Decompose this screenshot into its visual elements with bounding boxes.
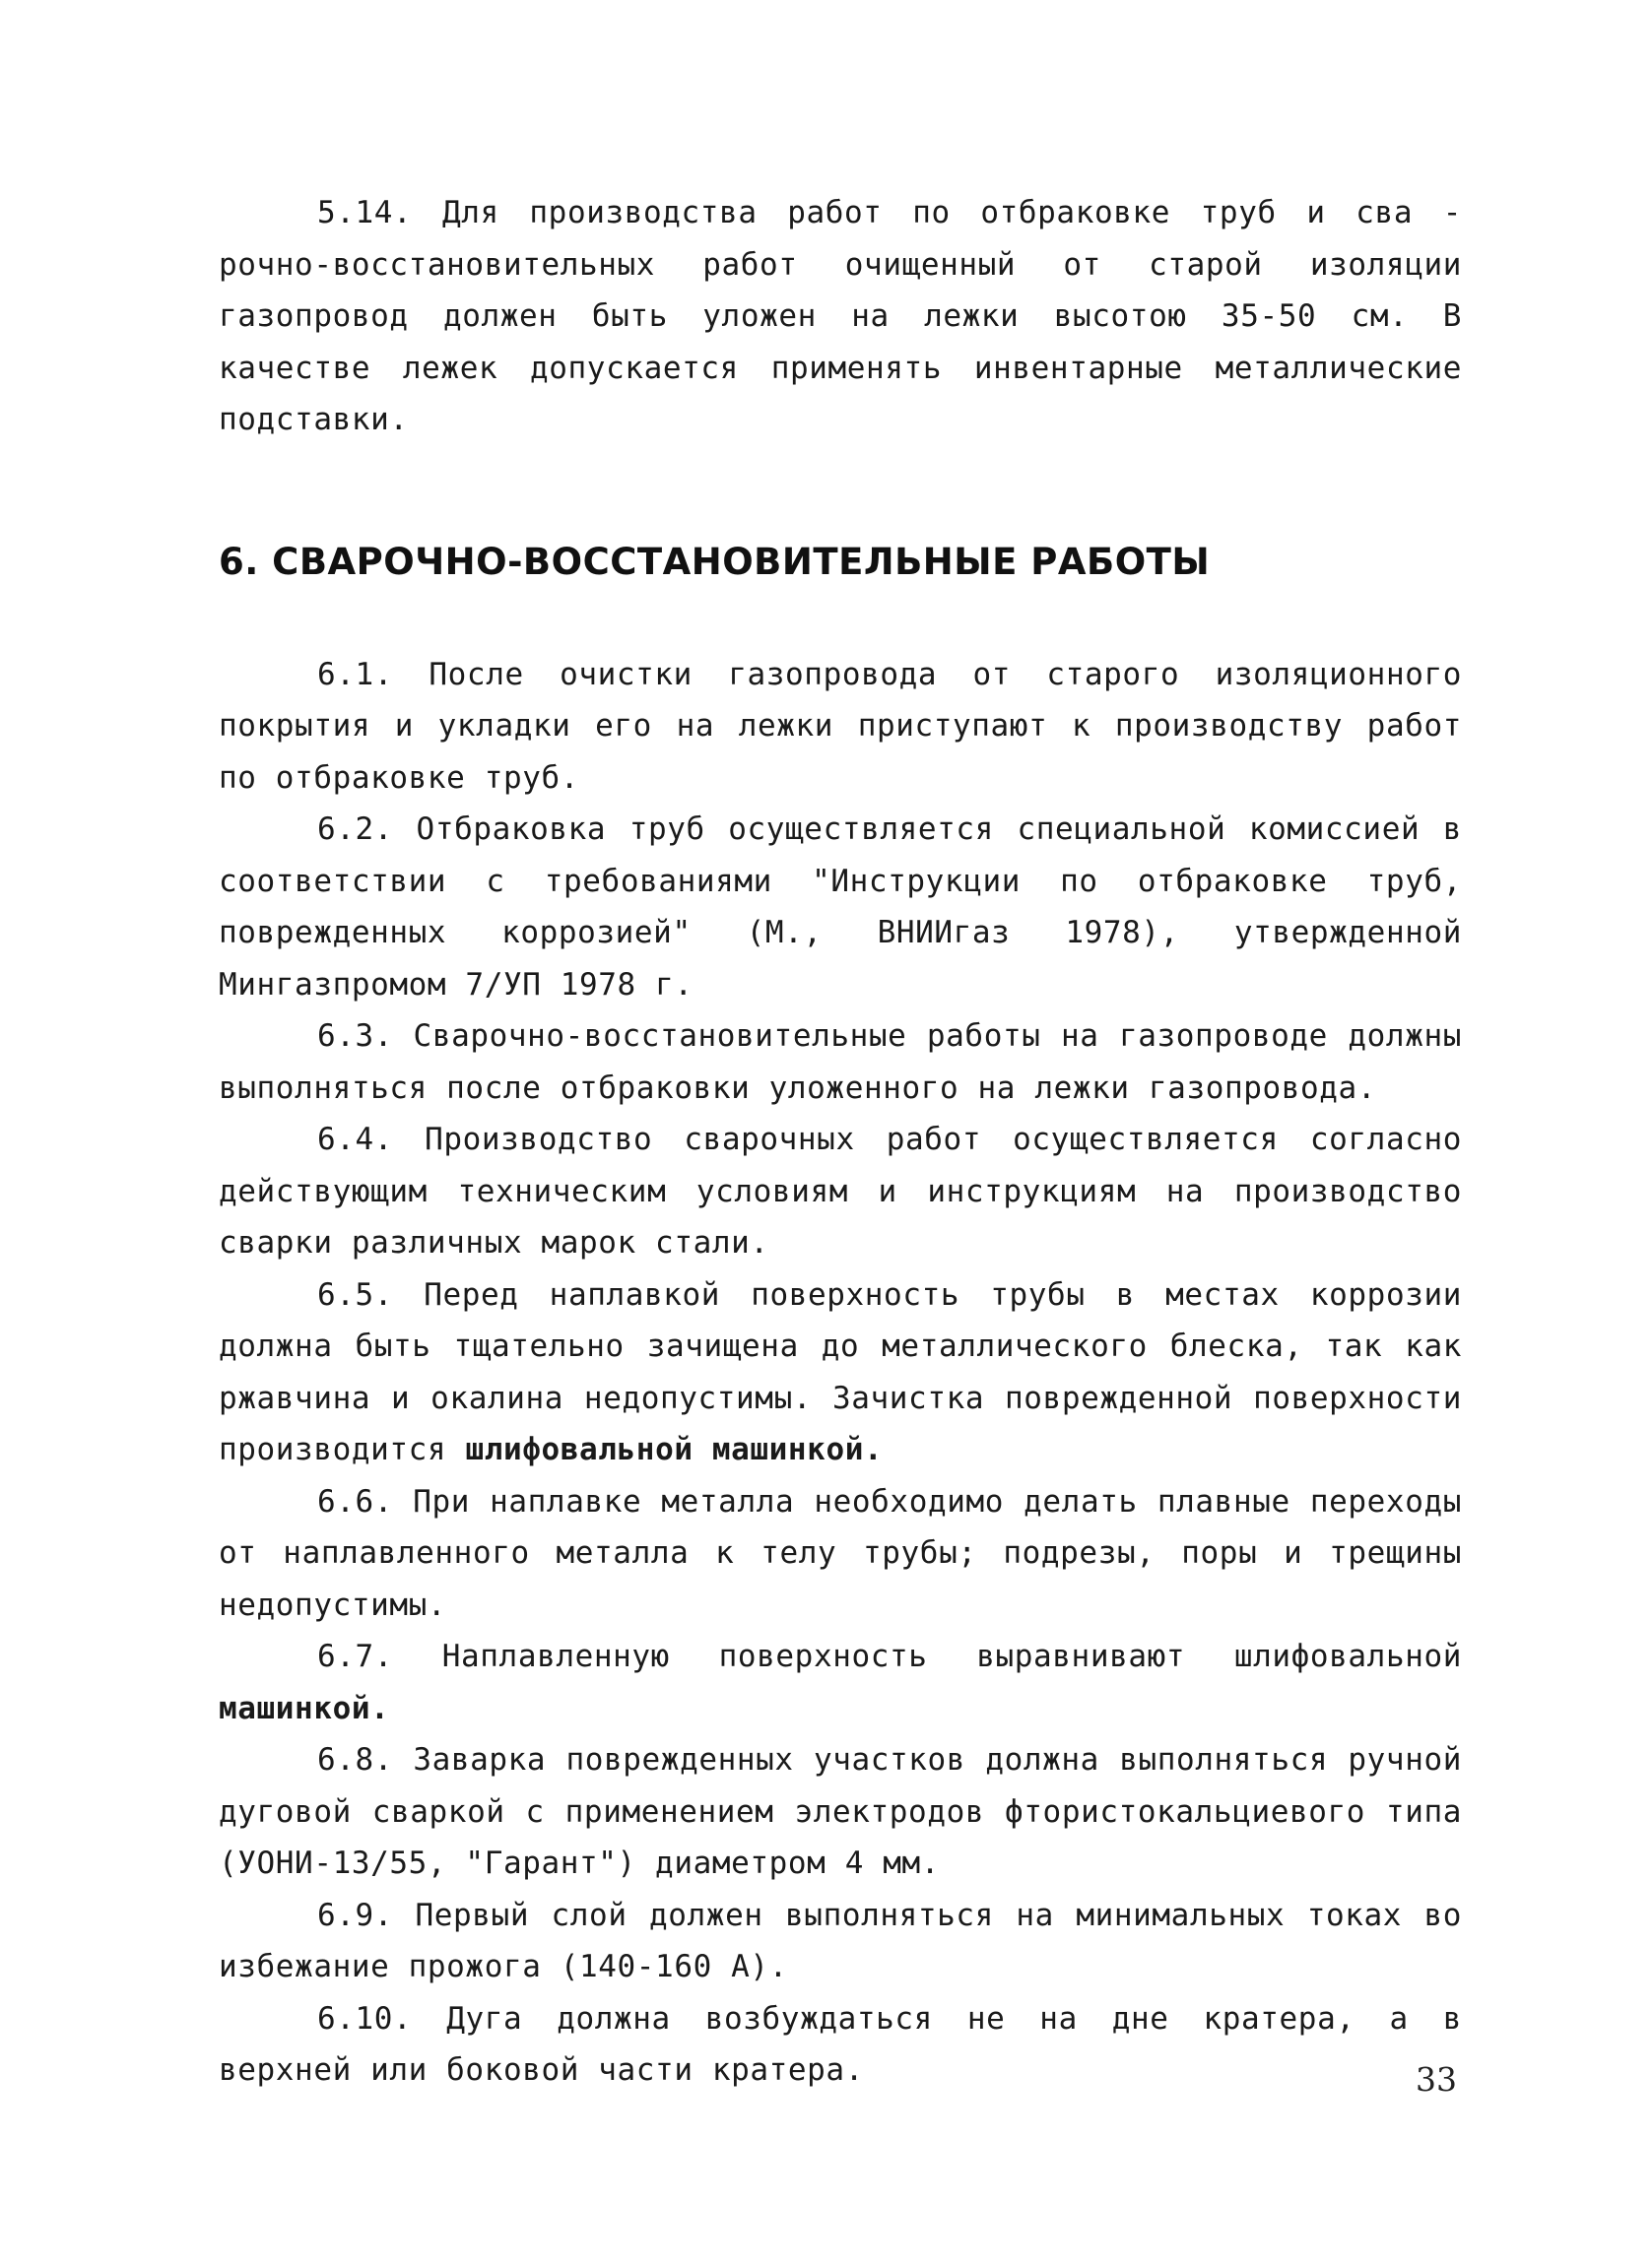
- paragraph-6-1: 6.1. После очистки газопровода от старого изоляционного покрытия и укладки его на лежки приступают к производству работ по отбраковке труб.: [219, 656, 1462, 796]
- page-number: 33: [1416, 2060, 1457, 2099]
- paragraph-6-7: [219, 1631, 1462, 1734]
- paragraph-6-7-bold-text: машинкой.: [219, 1690, 390, 1726]
- paragraph-6-10: 6.10. Дуга должна возбуждаться не на дне кратера, а в верхней или боковой части кратера.: [219, 2000, 1462, 2088]
- paragraph-6-5-text: 6.5. Перед наплавкой поверхность трубы в местах коррозии должна быть тщательно зачищена до металлического блеска, так как ржавчина и окалина недопустимы. Зачистка поврежденной поверхности производится: [219, 1276, 1462, 1467]
- paragraph-6-5: [219, 1269, 1462, 1476]
- paragraph-6-2: 6.2. Отбраковка труб осуществляется специальной комиссией в соответствии с требованиями "Инструкции по отбраковке труб, поврежденных коррозией" (М., ВНИИгаз 1978), утвержденной Мингазпромом 7/УП 1978 г.: [219, 811, 1462, 1003]
- section-heading-6: 6. СВАРОЧНО-ВОССТАНОВИТЕЛЬНЫЕ РАБОТЫ: [219, 540, 1211, 583]
- paragraph-6-3: 6.3. Сварочно-восстановительные работы на газопроводе должны выполняться после отбраковки уложенного на лежки газопровода.: [219, 1018, 1462, 1106]
- paragraph-6-4: 6.4. Производство сварочных работ осуществляется согласно действующим техническим условиям и инструкциям на производство сварки различных марок стали.: [219, 1122, 1462, 1261]
- paragraph-6-9: 6.9. Первый слой должен выполняться на минимальных токах во избежание прожога (140-160 А).: [219, 1897, 1462, 1984]
- paragraph-6-6: 6.6. При наплавке металла необходимо делать плавные переходы от наплавленного металла к телу трубы; подрезы, поры и трещины недопустимы.: [219, 1483, 1462, 1623]
- paragraph-6-7-text: 6.7. Наплавленную поверхность выравнивают шлифовальной: [317, 1639, 1462, 1674]
- paragraph-6-8: 6.8. Заварка поврежденных участков должна выполняться ручной дуговой сваркой с применением электродов фтористокальциевого типа (УОНИ-13/55, "Гарант") диаметром 4 мм.: [219, 1742, 1462, 1881]
- paragraph-5-14: 5.14. Для производства работ по отбраковке труб и сва - рочно-восстановительных работ очищенный от старой изоляции газопровод должен быть уложен на лежки высотою 35-50 см. В качестве лежек допускается применять инвентарные металлические подставки.: [219, 195, 1462, 437]
- text-column: [219, 187, 1462, 2097]
- paragraph-6-5-bold-text: шлифовальной машинкой.: [465, 1432, 884, 1467]
